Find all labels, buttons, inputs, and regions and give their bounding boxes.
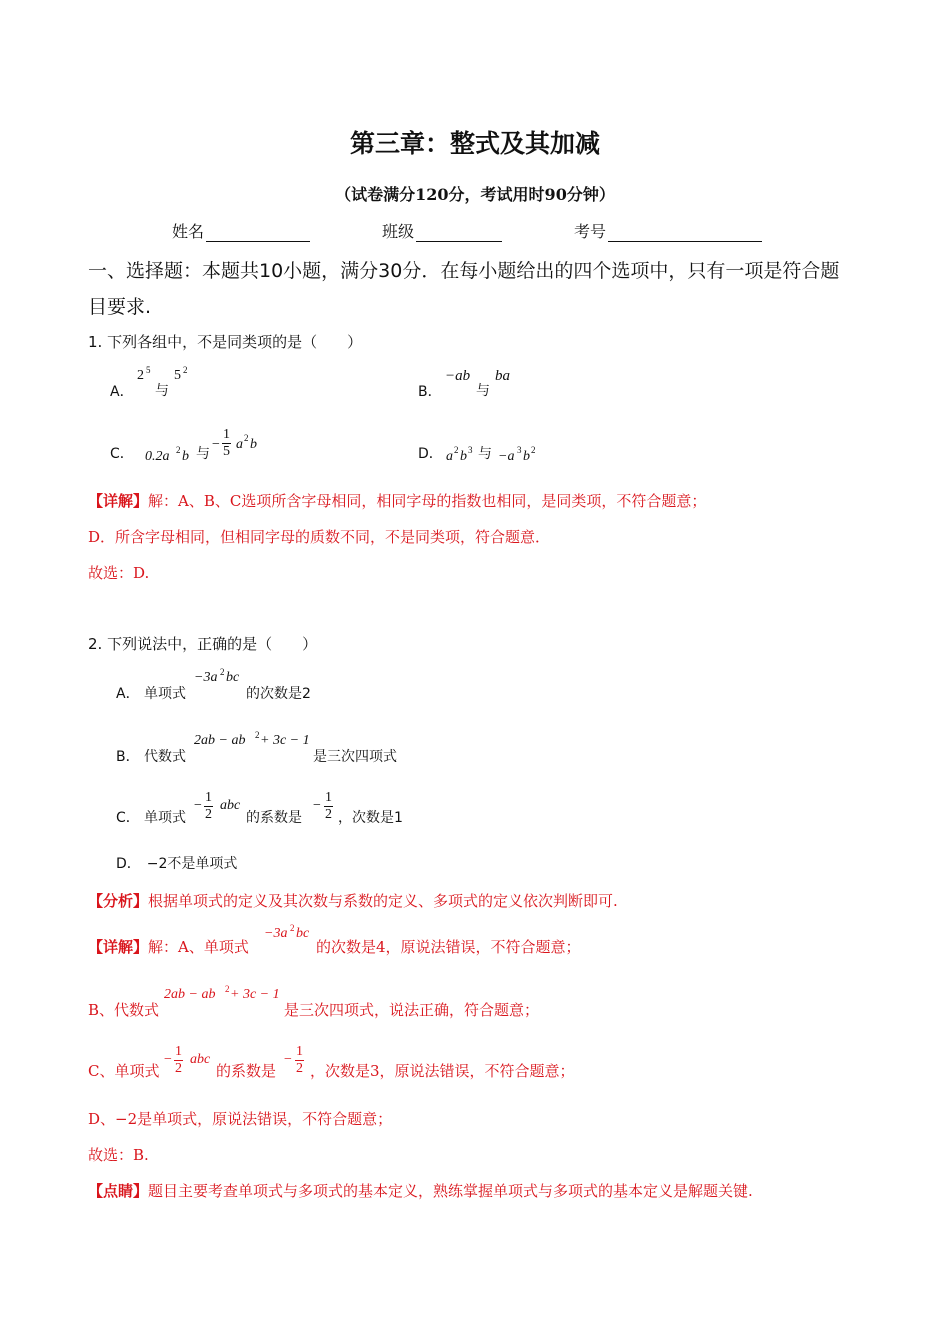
q1-c-right-var2: b xyxy=(250,437,257,452)
q1-b-right: ba xyxy=(495,368,510,384)
q2-a-math: −3a xyxy=(194,670,218,685)
page-title: 第三章：整式及其加减 xyxy=(349,129,600,158)
q2-a-exp: 2 xyxy=(220,667,225,677)
q2-a-math2: bc xyxy=(226,670,240,685)
q2-analysis xyxy=(88,890,618,911)
q2-answer: 故选：B. xyxy=(88,1146,149,1164)
q2-c-sign2: − xyxy=(313,798,321,813)
q1-d-right-b-exp: 2 xyxy=(531,445,536,455)
q2-b-math: 2ab − ab xyxy=(194,733,246,748)
q2-c-frac2-den: 2 xyxy=(325,807,332,822)
q2-detail-a xyxy=(88,923,581,956)
q1-c-right-sign: − xyxy=(212,437,220,452)
q2-c-frac-num: 1 xyxy=(205,790,212,805)
class-blank[interactable] xyxy=(416,224,502,242)
q1-d-left-b-exp: 3 xyxy=(468,445,473,455)
q2-b-exp: 2 xyxy=(255,730,260,740)
q1-d-left-b: b xyxy=(460,449,467,464)
q1-c-left-exp: 2 xyxy=(176,445,181,455)
q2-d-text: −2不是单项式 xyxy=(146,856,238,872)
q2-analysis-label: 【分析】 xyxy=(88,892,149,910)
q2-detail-c-fraction xyxy=(174,1044,183,1077)
q2-a-pre: 单项式 xyxy=(144,686,186,702)
q2-comment xyxy=(88,1180,753,1201)
q1-a-right: 5 xyxy=(174,368,181,383)
q2-option-b[interactable] xyxy=(116,730,397,765)
q2-detail-b-math: 2ab − ab xyxy=(164,987,216,1002)
q2-option-c[interactable] xyxy=(116,790,403,826)
q1-option-a[interactable] xyxy=(110,365,188,400)
q1-d-left-a-exp: 2 xyxy=(454,445,459,455)
q2-detail-a-exp: 2 xyxy=(290,923,295,933)
q1-option-a-label: A． xyxy=(110,384,134,400)
q2-detail-c-frac-den: 2 xyxy=(175,1061,182,1076)
q1-c-left-var: b xyxy=(182,449,189,464)
q2-detail-a-post: 的次数是4，原说法错误，不符合题意； xyxy=(316,938,581,956)
q1-d-with: 与 xyxy=(478,446,492,462)
q2-b-math2: + 3c − 1 xyxy=(260,733,310,748)
section-heading-line2: 目要求. xyxy=(88,296,152,318)
q1-b-with: 与 xyxy=(476,383,490,399)
q1-c-frac-den: 5 xyxy=(223,444,230,459)
q2-option-a-label: A． xyxy=(116,686,140,702)
q1-c-right-exp: 2 xyxy=(244,433,249,443)
q1-option-c[interactable] xyxy=(110,425,257,464)
q1-a-left: 2 xyxy=(137,368,144,383)
q1-detail-label: 【详解】 xyxy=(88,492,149,510)
q2-option-d-label: D． xyxy=(116,856,141,872)
section-heading-line1: 一、选择题：本题共10小题，满分30分．在每小题给出的四个选项中，只有一项是符合题 xyxy=(88,260,840,282)
q2-a-post: 的次数是2 xyxy=(246,686,311,702)
q1-c-right-var: a xyxy=(236,437,243,452)
q1-detail-text1: 解：A、B、C选项所含字母相同，相同字母的指数也相同，是同类项，不符合题意； xyxy=(148,492,707,510)
q2-detail-c-frac2-den: 2 xyxy=(296,1061,303,1076)
q1-detail-line1 xyxy=(88,490,706,511)
q2-detail-a-pre: 解：A、单项式 xyxy=(148,938,249,956)
name-blank[interactable] xyxy=(206,224,310,242)
q2-detail-c-post: ，次数是3，原说法错误，不符合题意； xyxy=(310,1062,575,1080)
q2-detail-c-mid: 的系数是 xyxy=(216,1062,277,1080)
q2-detail-label: 【详解】 xyxy=(88,938,149,956)
q2-option-b-label: B． xyxy=(116,749,140,765)
q2-detail-a-math2: bc xyxy=(296,926,310,941)
q2-stem: 2. 下列说法中，正确的是（ ） xyxy=(88,635,318,653)
q1-a-left-exp: 5 xyxy=(146,365,151,375)
q2-detail-d: D、−2是单项式，原说法错误，不符合题意； xyxy=(88,1110,393,1128)
q1-option-b[interactable] xyxy=(418,366,510,400)
q2-comment-label: 【点睛】 xyxy=(88,1182,149,1200)
q2-analysis-text: 根据单项式的定义及其次数与系数的定义、多项式的定义依次判断即可. xyxy=(148,892,618,910)
q2-detail-b-exp: 2 xyxy=(225,984,230,994)
q2-c-sign: − xyxy=(194,798,202,813)
q2-b-post: 是三次四项式 xyxy=(313,749,397,765)
q1-option-b-label: B． xyxy=(418,384,442,400)
q2-detail-b xyxy=(88,984,540,1019)
name-field[interactable] xyxy=(172,219,310,242)
q2-c-pre: 单项式 xyxy=(144,810,186,826)
exam-no-label: 考号 xyxy=(574,222,607,241)
q1-option-c-label: C． xyxy=(110,446,134,462)
q2-detail-c-var: abc xyxy=(190,1052,211,1067)
q1-c-with: 与 xyxy=(196,446,210,462)
q2-c-frac2-num: 1 xyxy=(325,790,332,805)
exam-no-blank[interactable] xyxy=(608,224,762,242)
q2-option-d[interactable] xyxy=(116,853,237,873)
q1-d-right-a: −a xyxy=(498,449,515,464)
q1-d-left-a: a xyxy=(446,449,453,464)
q2-c-post: ，次数是1 xyxy=(338,810,403,826)
q1-option-d-label: D． xyxy=(418,446,443,462)
q1-c-frac-num: 1 xyxy=(223,427,230,442)
class-label: 班级 xyxy=(382,222,415,241)
q2-detail-c-frac2-num: 1 xyxy=(296,1044,303,1059)
q1-d-right-a-exp: 3 xyxy=(517,445,522,455)
q2-b-pre: 代数式 xyxy=(144,749,186,765)
exam-no-field[interactable] xyxy=(574,219,762,242)
q2-detail-a-math: −3a xyxy=(264,926,288,941)
q1-stem: 1. 下列各组中，不是同类项的是（ ） xyxy=(88,333,363,351)
q2-detail-c-sign2: − xyxy=(284,1052,292,1067)
q1-option-d[interactable] xyxy=(418,425,536,464)
q2-comment-text: 题目主要考查单项式与多项式的基本定义，熟练掌握单项式与多项式的基本定义是解题关键. xyxy=(148,1182,753,1200)
q2-detail-b-post: 是三次四项式，说法正确，符合题意； xyxy=(284,1001,540,1019)
q2-detail-c-frac-num: 1 xyxy=(175,1044,182,1059)
name-label: 姓名 xyxy=(172,222,205,241)
q2-detail-b-pre: B、代数式 xyxy=(88,1001,160,1019)
q2-option-a[interactable] xyxy=(116,667,311,702)
q1-answer: 故选：D. xyxy=(88,564,150,582)
q1-c-fraction xyxy=(222,427,231,460)
exam-subtitle: （试卷满分120分，考试用时90分钟） xyxy=(335,185,615,204)
q2-c-fraction2 xyxy=(324,790,333,823)
q1-detail-line2: D．所含字母相同，但相同字母的质数不同，不是同类项，符合题意． xyxy=(88,528,551,546)
q1-a-right-exp: 2 xyxy=(183,365,188,375)
q1-c-left: 0.2a xyxy=(145,449,170,464)
q2-c-frac-den: 2 xyxy=(205,807,212,822)
q2-detail-c-fraction2 xyxy=(295,1044,304,1077)
q2-detail-b-math2: + 3c − 1 xyxy=(230,987,280,1002)
q2-detail-c-pre: C、单项式 xyxy=(88,1062,160,1080)
q2-c-mid: 的系数是 xyxy=(246,810,302,826)
q1-d-right-b: b xyxy=(523,449,530,464)
q2-option-c-label: C． xyxy=(116,810,140,826)
q2-c-fraction xyxy=(204,790,213,823)
q2-detail-c-sign: − xyxy=(164,1052,172,1067)
q1-b-left: −ab xyxy=(445,368,471,384)
q2-c-var: abc xyxy=(220,798,241,813)
class-field[interactable] xyxy=(382,219,502,242)
q1-a-with: 与 xyxy=(155,383,169,399)
q2-detail-c xyxy=(88,1044,575,1080)
